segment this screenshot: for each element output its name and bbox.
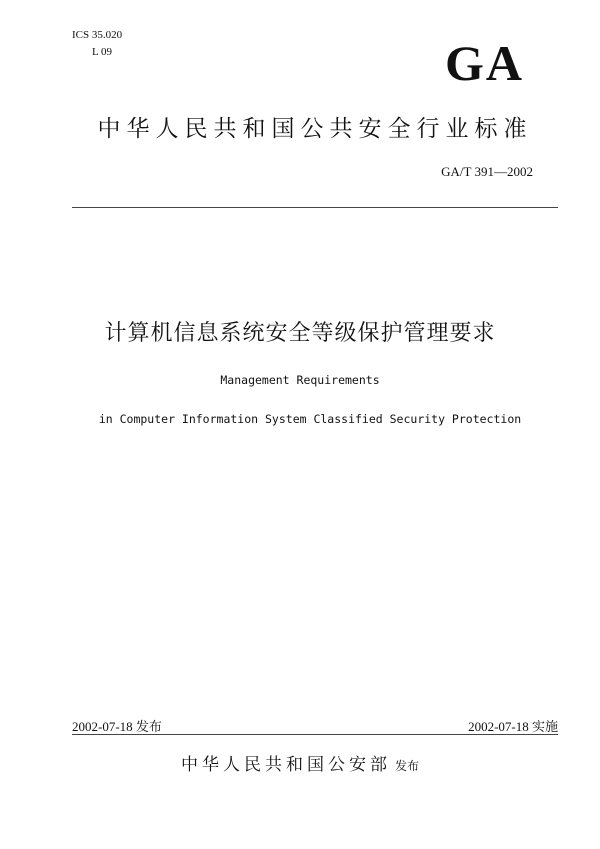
bottom-divider	[72, 734, 558, 735]
publish-label: 发布	[394, 759, 419, 773]
ics-code: ICS 35.020	[72, 29, 123, 41]
implementation-date: 2002-07-18 实施	[468, 719, 558, 734]
top-divider	[72, 207, 558, 208]
standard-category-heading: 中华人民共和国公共安全行业标准	[97, 116, 533, 142]
document-title-english-line2: in Computer Information System Classified Security Protection	[98, 412, 522, 426]
standard-number: GA/T 391—2002	[441, 164, 533, 179]
document-title-chinese: 计算机信息系统安全等级保护管理要求	[104, 321, 496, 346]
ga-logo: GA	[445, 35, 524, 91]
publisher-line	[0, 750, 600, 775]
publisher-name: 中华人民共和国公安部	[180, 755, 391, 775]
issue-date: 2002-07-18 发布	[72, 719, 162, 734]
clc-code: L 09	[92, 46, 113, 58]
document-title-english-line1: Management Requirements	[220, 373, 380, 387]
